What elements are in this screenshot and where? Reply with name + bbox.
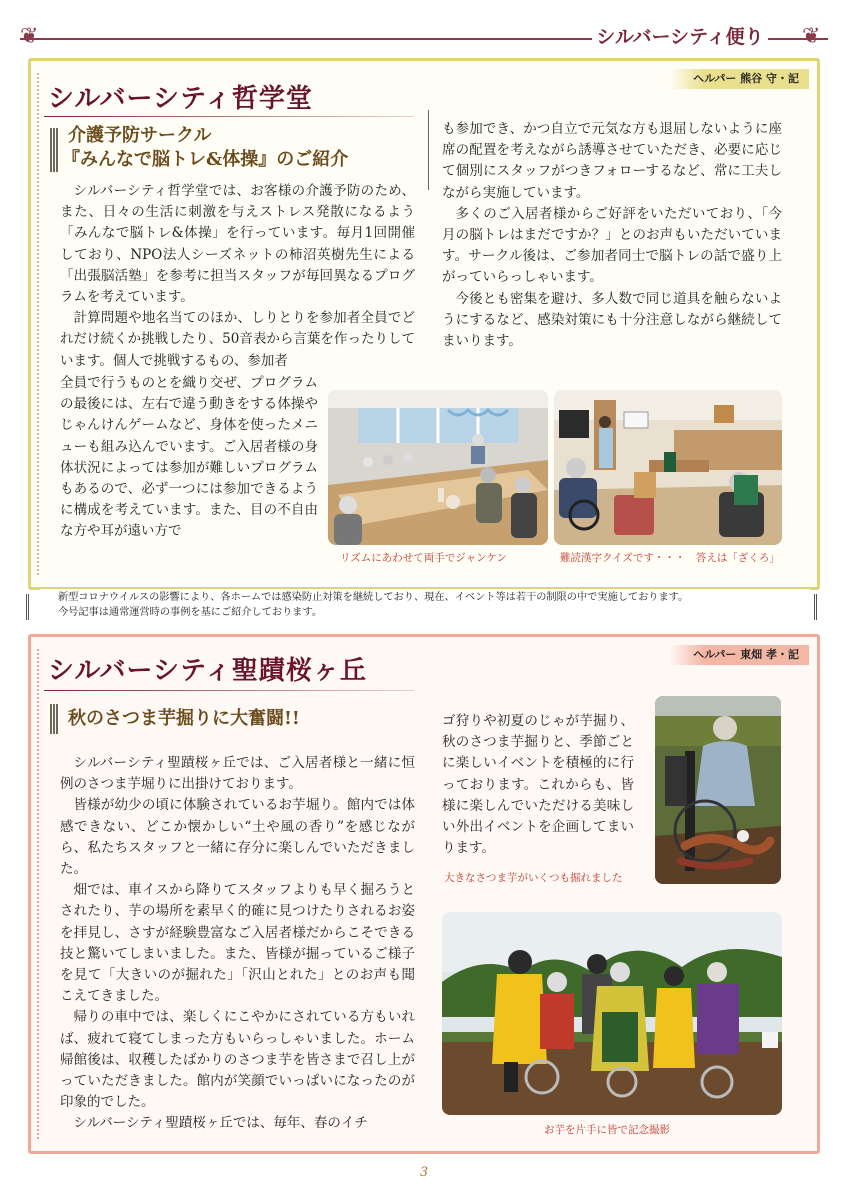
subtitle-bar-icon [50,704,58,734]
paragraph: 全員で行うものとを織り交ぜ、プログラムの最後には、左右で違う動きをする体操やじゃんけんゲームなど、身体を使ったメニューも組み込んでいます。ご入居者様の身体状況によっては参加が難しいプログラムもあるので、必ず一つには参加できるように構成を考えています。また、目の不自由な方や耳が遠い方で [60,375,318,540]
photo-group-commemorative [442,912,782,1115]
photo-caption: お芋を片手に皆で記念撮影 [544,1124,670,1136]
subtitle-line-2: 『みんなで脳トレ&体操』のご紹介 [62,149,349,170]
page-number: 3 [419,1165,429,1180]
article-title: シルバーシティ聖蹟桜ヶ丘 [48,656,367,686]
article-credit: ヘルパー 東畑 孝・記 [669,645,809,665]
article1-column-right [442,119,782,352]
paragraph: シルバーシティ聖蹟桜ヶ丘では、ご入居者様と一緒に恒例のさつま芋堀りに出掛けております。 [60,755,415,793]
photo-caption: リズムにあわせて両手でジャンケン [340,552,507,564]
paragraph: シルバーシティ哲学堂では、お客様の介護予防のため、また、日々の生活に刺激を与えストレス発散になるよう「みんなで脳トレ&体操」を行っています。毎月1回開催しており、NPO法人シーズネットの柿沼英樹先生による「出張脳活塾」を参考に担当スタッフが毎回異なるプログラムを考えています。 [60,183,415,306]
paragraph: 皆様が幼少の頃に体験されているお芋堀り。館内では体感できない、どこか懐かしい“土や風の香り”を感じながら、私たちスタッフと一緒に存分に楽しんでいただきました。 [60,797,415,878]
covid-notice [40,589,810,625]
paragraph: 多くのご入居者様からご好評をいただいており、「今月の脳トレはまだですか？」とのお声もいただいています。サークル後は、ご参加者同士で脳トレの話で盛り上がっていらっしゃいます。 [442,205,782,286]
title-underline [44,116,414,117]
article2-column-right [442,711,634,859]
column-divider [428,110,429,190]
paragraph: 計算問題や地名当てのほか、しりとりを参加者全員でどれだけ続くか挑戦したり、50音表から言葉を作ったりしています。個人で挑戦するもの、参加者 [60,310,415,369]
notice-edge-right-icon [814,594,822,620]
paragraph: 帰りの車中では、楽しくにこやかにされている方もいれば、疲れて寝てしまった方もいらっしゃいました。ホーム帰館後は、収穫したばかりのさつま芋を皆さまで召し上がっていただきました。館内が笑顔でいっぱいになったのが印象的でした。 [60,1009,415,1111]
photo-sweet-potato-harvest [655,696,781,884]
article-credit: ヘルパー 熊谷 守・記 [669,69,809,89]
paragraph: ゴ狩りや初夏のじゃが芋掘り、秋のさつま芋掘りと、季節ごとに楽しいイベントを積極的に行っております。これからも、皆様に楽しんでいただける美味しい外出イベントを企画してまいります。 [442,713,634,857]
article1-column-left [60,181,415,372]
subtitle-line-1: 介護予防サークル [68,125,212,146]
vine-ornament-icon [37,73,47,575]
article2-column-left [60,753,415,1135]
notice-line: 新型コロナウイルスの影響により、各ホームでは感染防止対策を継続しており、現在、イベント等は若干の制限の中で実施しております。 [58,592,689,603]
paragraph: 今後とも密集を避け、多人数で同じ道具を触らないようにするなど、感染対策にも十分注意しながら継続してまいります。 [442,290,782,350]
article1-column-wrap [60,373,318,543]
paragraph: も参加でき、かつ自立で元気な方も退屈しないように座席の配置を考えながら誘導させていただき、必要に応じて個別にスタッフがつきフォローするなど、常に工夫しながら実施しています。 [442,121,782,201]
photo-kanji-quiz [554,390,782,545]
subtitle: 秋のさつま芋掘りに大奮闘!! [68,708,300,729]
photo-caption: 難読漢字クイズです・・・ 答えは「ざくろ」 [560,552,780,564]
notice-line: 今号記事は通常運営時の事例を基にご紹介しております。 [58,606,323,618]
article-title: シルバーシティ哲学堂 [48,84,313,114]
flourish-left-icon: ❦ [20,24,39,49]
newsletter-title: シルバーシティ便り [592,22,768,49]
photo-janken [328,390,548,545]
notice-edge-left-icon [26,594,34,620]
paragraph: 畑では、車イスから降りてスタッフよりも早く掘ろうとされたり、芋の場所を素早く的確に見つけたりされるお姿を拝見し、さすが経験豊富なご入居者様だからこそできる技と驚いてしまいました。また、皆様が掘っているご様子を見て「大きいのが掘れた」「沢山とれた」とのお声も聞こえてきました。 [60,882,415,1005]
flourish-right-icon: ❦ [802,24,821,49]
paragraph: シルバーシティ聖蹟桜ヶ丘では、毎年、春のイチ [73,1115,368,1132]
photo-caption: 大きなさつま芋がいくつも掘れました [444,872,623,884]
subtitle-bar-icon [50,128,58,172]
title-underline [44,690,414,691]
vine-ornament-icon [37,649,47,1139]
